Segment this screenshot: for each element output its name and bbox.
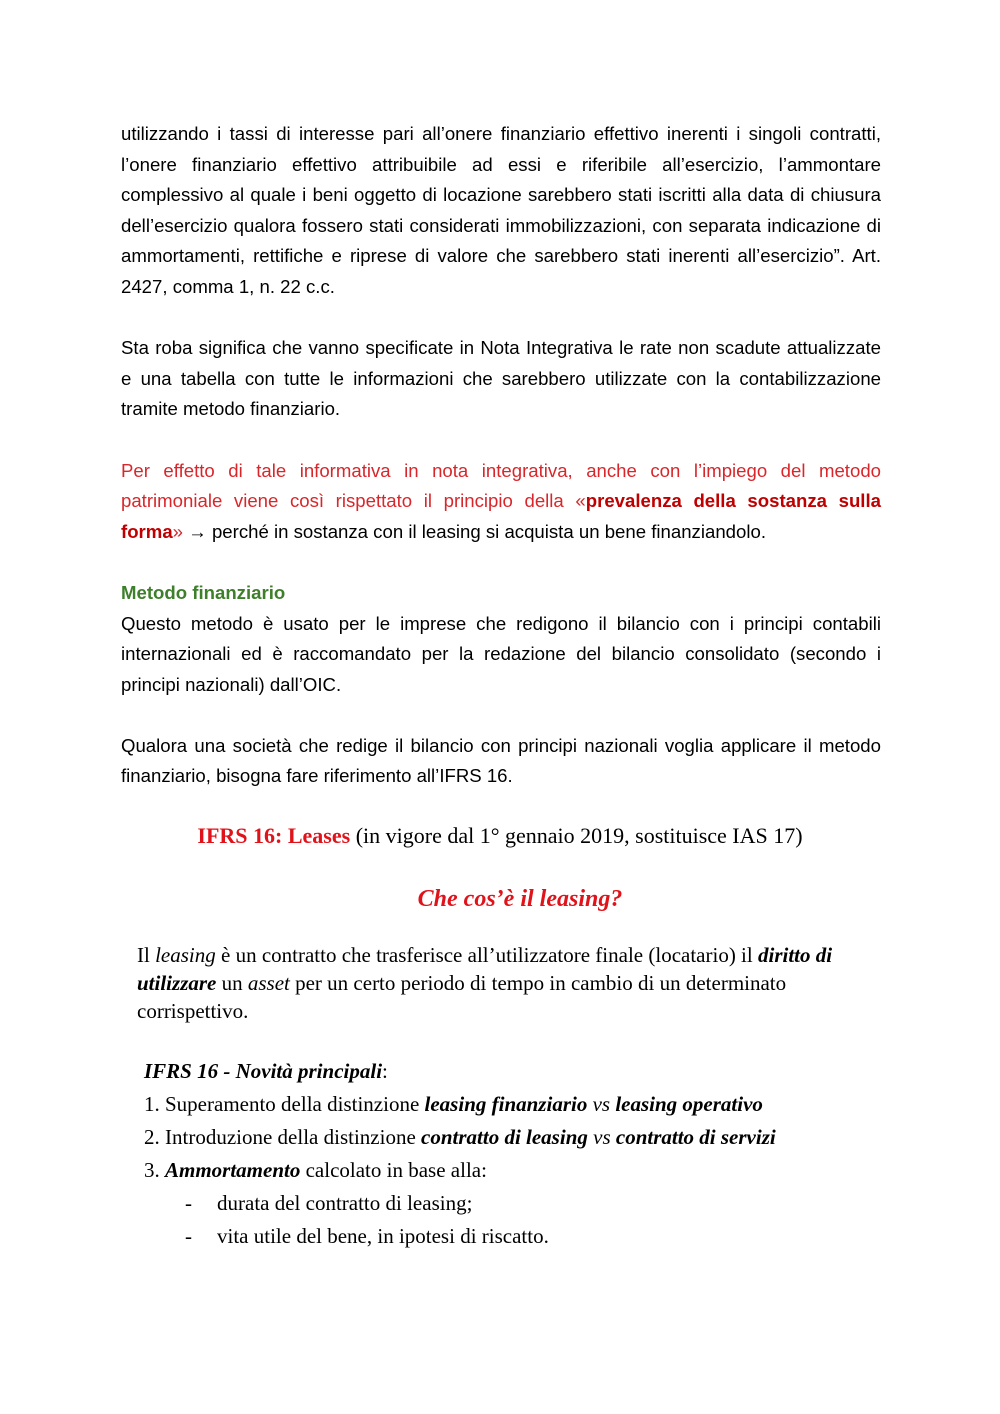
prevalenza-close-quote: » <box>172 520 184 542</box>
prevalenza-red-text: Per effetto di tale informativa in nota integrativa, anche con l’impiego del metodo patrimoniale viene così rispettato il principio della « <box>121 459 881 512</box>
spacer <box>121 700 881 731</box>
novita-principali <box>144 1055 884 1253</box>
spacer <box>121 547 881 578</box>
list-item <box>144 1154 884 1187</box>
paragraph-ifrs-riferimento: Qualora una società che redige il bilancio con principi nazionali voglia applicare il metodo finanziario, bisogna fare riferimento all’IFRS 16. <box>121 734 881 787</box>
leasing-definition <box>137 941 883 1025</box>
def-leasing-term: leasing <box>155 943 216 967</box>
list-vs: vs <box>587 1125 616 1149</box>
list-bold: leasing finanziario <box>424 1092 588 1116</box>
dash-bullet: - <box>185 1224 192 1248</box>
slide-title-rest: (in vigore dal 1° gennaio 2019, sostituisce IAS 17) <box>350 823 803 848</box>
list-vs: vs <box>587 1092 616 1116</box>
dash-bullet: - <box>185 1191 192 1215</box>
def-diritto-term: diritto di utilizzare <box>137 943 833 995</box>
list-bold: Ammortamento <box>165 1158 301 1182</box>
spacer <box>121 425 881 456</box>
sub-list-text: vita utile del bene, in ipotesi di riscatto. <box>217 1224 549 1248</box>
ammortamento-sublist <box>144 1187 884 1253</box>
list-number: 1. <box>144 1092 165 1116</box>
list-bold: contratto di leasing <box>421 1125 588 1149</box>
novita-heading-colon: : <box>382 1059 388 1083</box>
sub-list-text: durata del contratto di leasing; <box>217 1191 473 1215</box>
novita-heading <box>144 1055 884 1088</box>
def-part: è un contratto che trasferisce all’utilizzatore finale (locatario) il <box>215 943 758 967</box>
list-bold: contratto di servizi <box>615 1125 776 1149</box>
list-item <box>144 1121 884 1154</box>
def-asset-term: asset <box>247 971 290 995</box>
spacer <box>121 303 881 334</box>
list-bold: leasing operativo <box>615 1092 763 1116</box>
list-text: Superamento della distinzione <box>165 1092 425 1116</box>
prevalenza-bold-text: prevalenza della sostanza sulla forma <box>121 490 881 542</box>
sub-list-item <box>185 1187 884 1220</box>
slide-question: Che cos’è il leasing? <box>417 886 623 912</box>
sub-list-item <box>185 1220 884 1253</box>
paragraph-art-2427: utilizzando i tassi di interesse pari all’onere finanziario effettivo inerenti i singoli contratti, l’onere finanziario effettivo attribuibile ad essi e riferibile all’esercizio, l’ammontare complessivo al quale i beni oggetto di locazione sarebbero stati iscritti alla data di chiusura dell’esercizio qualora fossero stati considerati immobilizzazioni, con separata indicazione di ammortamenti, rettifiche e riprese di valore che sarebbero stati inerenti all’esercizio”. Art. 2427, comma 1, n. 22 c.c. <box>121 123 881 297</box>
section-heading-metodo-finanziario: Metodo finanziario <box>121 581 286 603</box>
list-item <box>144 1088 884 1121</box>
paragraph-metodo-usato: Questo metodo è usato per le imprese che redigono il bilancio con i principi contabili internazionali ed è raccomandato per la redazione del bilancio consolidato (secondo i principi nazionali) dall’OIC. <box>121 612 881 695</box>
paragraph-prevalenza <box>121 456 881 548</box>
prevalenza-rest-text: → perché in sostanza con il leasing si acquista un bene finanziandolo. <box>183 520 766 542</box>
def-part: Il <box>137 943 156 967</box>
document-body <box>121 119 881 792</box>
paragraph-nota-integrativa: Sta roba significa che vanno specificate in Nota Integrativa le rate non scadute attualizzate e una tabella con tutte le informazioni che sarebbero utilizzate con la contabilizzazione tramite metodo finanziario. <box>121 337 881 420</box>
novita-heading-text: IFRS 16 - Novità principali <box>144 1059 383 1083</box>
slide-title <box>0 820 1000 852</box>
list-text: Introduzione della distinzione <box>165 1125 422 1149</box>
def-part: per un certo periodo di tempo in cambio di un determinato corrispettivo. <box>137 971 787 1023</box>
list-text: calcolato in base alla: <box>300 1158 487 1182</box>
list-number: 3. <box>144 1158 165 1182</box>
slide-title-red: IFRS 16: Leases <box>197 823 351 848</box>
list-number: 2. <box>144 1125 165 1149</box>
novita-list <box>144 1088 884 1187</box>
def-part: un <box>216 971 248 995</box>
